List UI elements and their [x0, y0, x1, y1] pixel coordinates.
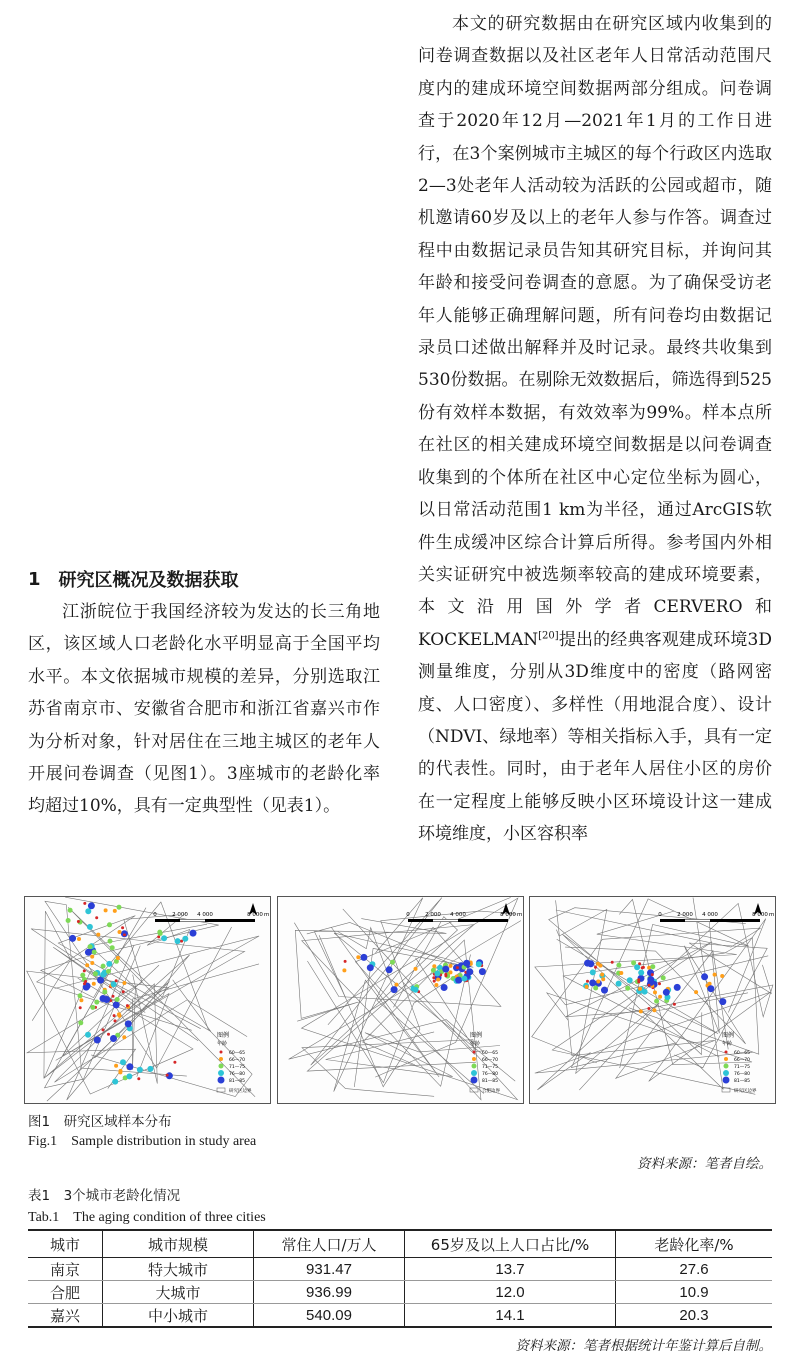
- sample-point: [386, 966, 393, 973]
- cell-aging-rate: 20.3: [616, 1304, 773, 1328]
- left-column: [28, 596, 380, 823]
- sample-point: [707, 985, 714, 992]
- sample-point: [166, 1074, 169, 1077]
- map-svg: [278, 897, 523, 1103]
- sample-point: [590, 969, 596, 975]
- sample-point: [701, 973, 708, 980]
- sample-point: [601, 987, 608, 994]
- scale-bar: [153, 912, 269, 922]
- sample-point: [661, 975, 666, 980]
- sample-point: [586, 980, 589, 983]
- sample-point: [113, 1014, 116, 1017]
- district-boundary: [535, 911, 768, 1005]
- sample-point: [653, 990, 657, 994]
- legend-swatch: [723, 1077, 730, 1084]
- sample-point: [616, 963, 621, 968]
- sample-point: [83, 969, 86, 972]
- sample-point: [449, 970, 453, 974]
- sample-point: [391, 986, 398, 993]
- sample-point: [587, 960, 594, 967]
- sample-point: [594, 966, 597, 969]
- district-boundary: [314, 928, 393, 998]
- sample-point: [367, 964, 374, 971]
- section-number: 1: [28, 568, 41, 590]
- sample-point: [589, 979, 596, 986]
- sample-point: [123, 933, 126, 936]
- scale-label: 4 000: [702, 912, 718, 918]
- legend-label: 81—85: [482, 1079, 498, 1084]
- sample-point: [114, 1019, 117, 1022]
- sample-point: [77, 920, 80, 923]
- figure-maps: [24, 896, 776, 1102]
- legend-label: 60—65: [734, 1051, 750, 1056]
- legend-label: 60—65: [482, 1051, 498, 1056]
- sample-point: [83, 902, 86, 905]
- map-hefei: [277, 896, 524, 1104]
- sample-point: [90, 955, 94, 959]
- district-boundary: [302, 925, 476, 1087]
- legend-label: 81—85: [734, 1079, 750, 1084]
- sample-point: [85, 963, 89, 967]
- sample-point: [433, 980, 436, 983]
- sample-point: [77, 937, 81, 941]
- figure-source: 资料来源：笔者自绘。: [637, 1156, 772, 1172]
- sample-point: [88, 902, 95, 909]
- legend-swatch: [218, 1070, 224, 1076]
- map-legend: [217, 1031, 252, 1094]
- sample-point: [69, 935, 76, 942]
- sample-point: [344, 960, 347, 963]
- sample-point: [137, 1067, 143, 1073]
- sample-point: [414, 967, 418, 971]
- scale-label: 0: [406, 912, 410, 918]
- sample-point: [112, 1079, 118, 1085]
- sample-point: [102, 989, 107, 994]
- aging-table: [28, 1229, 772, 1328]
- map-legend: [722, 1031, 757, 1094]
- sample-point: [68, 908, 73, 913]
- table-header-row: [28, 1230, 772, 1258]
- cell-population: 936.99: [254, 1281, 405, 1304]
- sample-point: [619, 971, 623, 975]
- sample-point: [126, 1063, 133, 1070]
- legend-label: 71—75: [734, 1065, 750, 1070]
- sample-point: [107, 922, 112, 927]
- sample-point: [616, 981, 622, 987]
- scale-label: 8 000: [752, 912, 768, 918]
- sample-point: [137, 1077, 140, 1080]
- table-row: [28, 1304, 772, 1328]
- cell-65plus: 14.1: [405, 1304, 616, 1328]
- sample-point: [112, 995, 115, 998]
- scale-label: 8 000: [247, 912, 263, 918]
- right-paragraph-text: 本文的研究数据由在研究区域内收集到的问卷调查数据以及社区老年人日常活动范围尺度内的建成环境空间数据两部分组成。问卷调查于2020年12月—2021年1月的工作日进行，在3个案例城市主城区的每个行政区内选取2—3处老年人活动较为活跃的公园或超市，随机邀请60岁及以上的老年人参与作答。调查过程中由数据记录员告知其研究目标，并询问其年龄和接受问卷调查的意愿。为了确保受访老年人能够正确理解问题，所有问卷均由数据记录员口述做出解释并及时记录。最终共收集到530份数据。在剔除无效数据后，筛选得到525份有效样本数据，有效效率为99%。样本点所在社区的相关建成环境空间数据是以问卷调查收集到的个体所在社区中心定位坐标为圆心，以日常活动范围1 km为半径，通过ArcGIS软件生成缓冲区综合计算后所得。参考国内外相关实证研究中被选频率较高的建成环境要素，本文沿用国外学者CERVERO和KOCKELMAN: [418, 14, 772, 650]
- scale-unit: m: [517, 912, 523, 918]
- sample-point: [85, 908, 91, 914]
- sample-point: [100, 995, 107, 1002]
- col-header: 65岁及以上人口占比/%: [405, 1230, 616, 1258]
- sample-point: [96, 933, 100, 937]
- legend-title: 图例: [470, 1032, 483, 1039]
- scale-label: 0: [153, 912, 157, 918]
- sample-point: [92, 950, 97, 955]
- sample-point: [108, 939, 113, 944]
- sample-point: [658, 995, 662, 999]
- sample-point: [126, 1073, 132, 1079]
- sample-point: [432, 976, 435, 979]
- legend-label: 76—80: [734, 1072, 750, 1077]
- table-caption-zh: 表1 3个城市老龄化情况: [28, 1188, 181, 1204]
- section-title: 研究区概况及数据获取: [58, 570, 239, 591]
- sample-point: [637, 980, 640, 983]
- sample-point: [394, 983, 398, 987]
- cell-population: 931.47: [254, 1258, 405, 1281]
- sample-point: [663, 989, 670, 996]
- sample-point: [463, 960, 470, 967]
- sample-point: [639, 1009, 643, 1013]
- scale-label: 0: [658, 912, 662, 918]
- legend-swatch: [471, 1070, 477, 1076]
- legend-boundary-label: 研究区边界: [734, 1089, 757, 1094]
- sample-point: [121, 926, 124, 929]
- sample-point: [114, 1064, 118, 1068]
- col-header: 城市规模: [103, 1230, 254, 1258]
- sample-point: [158, 931, 163, 936]
- legend-boundary-label: 研究区边界: [229, 1089, 252, 1094]
- sample-point: [456, 966, 459, 969]
- scale-label: 2 000: [425, 912, 441, 918]
- scale-unit: m: [769, 912, 775, 918]
- table-row: [28, 1281, 772, 1304]
- table-source: 资料来源：笔者根据统计年鉴计算后自制。: [515, 1338, 772, 1354]
- sample-point: [101, 964, 106, 969]
- scale-label: 2 000: [677, 912, 693, 918]
- scale-bar: [406, 912, 522, 922]
- sample-point: [360, 954, 367, 961]
- legend-swatch: [219, 1057, 223, 1061]
- sample-point: [651, 973, 654, 976]
- sample-point: [110, 945, 115, 950]
- sample-point: [694, 990, 698, 994]
- sample-point: [600, 973, 604, 977]
- sample-point: [652, 1008, 656, 1012]
- sample-point: [719, 998, 726, 1005]
- map-svg: [25, 897, 270, 1103]
- sample-point: [90, 961, 94, 965]
- district-boundary: [90, 924, 259, 1069]
- legend-swatch: [472, 1057, 476, 1061]
- sample-point: [118, 930, 122, 934]
- sample-point: [110, 1035, 117, 1042]
- sample-point: [356, 955, 360, 959]
- sample-point: [85, 949, 92, 956]
- sample-point: [78, 993, 83, 998]
- legend-swatch: [725, 1051, 728, 1054]
- district-boundary: [27, 971, 193, 1101]
- cell-aging-rate: 10.9: [616, 1281, 773, 1304]
- cell-65plus: 12.0: [405, 1281, 616, 1304]
- sample-point: [106, 969, 111, 974]
- sample-point: [638, 962, 641, 965]
- legend-label: 66—70: [482, 1058, 498, 1063]
- sample-point: [625, 986, 630, 991]
- sample-point: [113, 1001, 120, 1008]
- sample-point: [122, 981, 126, 985]
- legend-label: 76—80: [482, 1072, 498, 1077]
- sample-point: [117, 1012, 121, 1016]
- sample-point: [78, 1020, 83, 1025]
- sample-point: [648, 984, 651, 987]
- sample-point: [642, 989, 648, 995]
- sample-point: [90, 1005, 95, 1010]
- legend-swatch: [220, 1051, 223, 1054]
- sample-point: [593, 986, 598, 991]
- cell-65plus: 13.7: [405, 1258, 616, 1281]
- scale-label: 4 000: [450, 912, 466, 918]
- sample-point: [94, 1037, 101, 1044]
- sample-point: [122, 990, 125, 993]
- legend-label: 81—85: [229, 1079, 245, 1084]
- sample-point: [80, 973, 85, 978]
- legend-swatch: [724, 1064, 729, 1069]
- sample-point: [100, 972, 106, 978]
- right-paragraph-continued: 提出的经典客观建成环境3D测量维度，分别从3D维度中的密度（路网密度、人口密度）、多样性（用地混合度）、设计（NDVI、绿地率）等相关指标入手，具有一定的代表性。同时，由于老年人居住小区的房价在一定程度上能够反映小区环境设计这一建成环境维度，小区容积率: [418, 629, 772, 845]
- legend-boundary-label: 合肥边界: [482, 1089, 500, 1094]
- sample-point: [642, 966, 645, 969]
- legend-swatch: [473, 1051, 476, 1054]
- cell-city: 南京: [28, 1258, 103, 1281]
- cell-scale: 大城市: [103, 1281, 254, 1304]
- sample-point: [190, 930, 197, 937]
- sample-point: [161, 935, 167, 941]
- col-header: 老龄化率/%: [616, 1230, 773, 1258]
- sample-point: [118, 1070, 122, 1074]
- district-boundary: [32, 911, 201, 1078]
- legend-label: 66—70: [229, 1058, 245, 1063]
- sample-point: [585, 985, 589, 989]
- sample-point: [87, 924, 93, 930]
- sample-point: [173, 1061, 176, 1064]
- legend-label: 71—75: [482, 1065, 498, 1070]
- section-heading: [28, 566, 239, 592]
- sample-point: [79, 998, 83, 1002]
- sample-point: [638, 987, 642, 991]
- legend-label: 76—80: [229, 1072, 245, 1077]
- sample-point: [115, 997, 120, 1002]
- scale-label: 8 000: [500, 912, 516, 918]
- legend-subtitle: 年龄: [217, 1041, 228, 1047]
- sample-point: [88, 944, 93, 949]
- map-nanjing: [24, 896, 271, 1104]
- sample-point: [79, 1006, 82, 1009]
- sample-point: [631, 960, 636, 965]
- sample-point: [720, 974, 724, 978]
- legend-title: 图例: [217, 1032, 230, 1039]
- legend-label: 71—75: [229, 1065, 245, 1070]
- figure-caption-zh: 图1 研究区域样本分布: [28, 1114, 172, 1130]
- sample-point: [650, 964, 655, 969]
- sample-point: [125, 1020, 132, 1027]
- sample-point: [601, 977, 605, 981]
- district-boundary: [674, 943, 771, 1068]
- sample-point: [92, 982, 96, 986]
- table-row: [28, 1258, 772, 1281]
- sample-point: [106, 961, 112, 967]
- right-paragraph: [418, 8, 772, 851]
- sample-point: [175, 938, 181, 944]
- sample-point: [434, 971, 440, 977]
- sample-point: [113, 909, 117, 913]
- sample-point: [596, 962, 600, 966]
- sample-point: [116, 956, 120, 960]
- sample-point: [673, 1003, 676, 1006]
- legend-swatch: [723, 1070, 729, 1076]
- sample-point: [107, 1033, 110, 1036]
- cell-city: 合肥: [28, 1281, 103, 1304]
- sample-point: [461, 976, 467, 982]
- sample-point: [449, 964, 453, 968]
- sample-point: [432, 964, 436, 968]
- cell-city: 嘉兴: [28, 1304, 103, 1328]
- scale-unit: m: [264, 912, 270, 918]
- sample-point: [479, 968, 486, 975]
- sample-point: [654, 999, 659, 1004]
- legend-swatch: [219, 1064, 224, 1069]
- legend-swatch: [218, 1077, 225, 1084]
- sample-point: [638, 970, 644, 976]
- sample-point: [102, 1028, 105, 1031]
- sample-point: [658, 982, 661, 985]
- map-svg: [530, 897, 775, 1103]
- sample-point: [466, 968, 473, 975]
- sample-point: [455, 977, 462, 984]
- col-header: 城市: [28, 1230, 103, 1258]
- legend-swatch: [724, 1057, 728, 1061]
- cell-scale: 特大城市: [103, 1258, 254, 1281]
- col-header: 常住人口/万人: [254, 1230, 405, 1258]
- sample-point: [436, 978, 440, 982]
- legend-subtitle: 年龄: [722, 1041, 733, 1047]
- sample-point: [413, 987, 419, 993]
- sample-point: [434, 983, 438, 987]
- sample-point: [674, 984, 681, 991]
- scale-label: 2 000: [172, 912, 188, 918]
- sample-point: [97, 977, 104, 984]
- map-jiaxing: [529, 896, 776, 1104]
- citation-20[interactable]: [20]: [538, 630, 559, 642]
- legend-label: 60—65: [229, 1051, 245, 1056]
- sample-point: [117, 905, 122, 910]
- sample-point: [84, 980, 87, 983]
- sample-point: [93, 971, 98, 976]
- sample-point: [120, 1059, 126, 1065]
- sample-point: [85, 1032, 91, 1038]
- legend-label: 66—70: [734, 1058, 750, 1063]
- sample-point: [441, 984, 448, 991]
- sample-point: [647, 1007, 650, 1010]
- sample-point: [122, 1035, 126, 1039]
- sample-point: [444, 974, 447, 977]
- sample-point: [627, 977, 633, 983]
- left-paragraph: 江浙皖位于我国经济较为发达的长三角地区，该区域人口老龄化水平明显高于全国平均水平。本文依据城市规模的差异，分别选取江苏省南京市、安徽省合肥市和浙江省嘉兴市作为分析对象，针对居住在三地主城区的老年人开展问卷调查（见图1）。3座城市的老龄化率均超过10%，具有一定典型性（见表1）。: [28, 602, 380, 817]
- scale-label: 4 000: [197, 912, 213, 918]
- sample-point: [66, 918, 71, 923]
- sample-point: [708, 982, 712, 986]
- sample-point: [126, 1004, 129, 1007]
- legend-subtitle: 年龄: [470, 1041, 481, 1047]
- sample-point: [147, 1066, 153, 1072]
- cell-aging-rate: 27.6: [616, 1258, 773, 1281]
- cell-scale: 中小城市: [103, 1304, 254, 1328]
- figure-caption-en: Fig.1 Sample distribution in study area: [28, 1134, 257, 1149]
- sample-point: [94, 1000, 99, 1005]
- sample-point: [182, 936, 188, 942]
- table-caption-en: Tab.1 The aging condition of three cities: [28, 1210, 266, 1225]
- sample-point: [115, 979, 118, 982]
- sample-point: [95, 916, 98, 919]
- sample-point: [442, 966, 449, 973]
- legend-title: 图例: [722, 1032, 735, 1039]
- cell-population: 540.09: [254, 1304, 405, 1328]
- right-column: [418, 8, 772, 851]
- sample-point: [104, 908, 108, 912]
- sample-point: [390, 960, 395, 965]
- sample-point: [596, 980, 600, 984]
- sample-point: [611, 961, 614, 964]
- sample-point: [476, 961, 482, 967]
- sample-point: [342, 968, 346, 972]
- legend-swatch: [471, 1077, 478, 1084]
- legend-swatch: [472, 1064, 477, 1069]
- sample-point: [713, 973, 717, 977]
- district-boundary: [44, 947, 169, 1078]
